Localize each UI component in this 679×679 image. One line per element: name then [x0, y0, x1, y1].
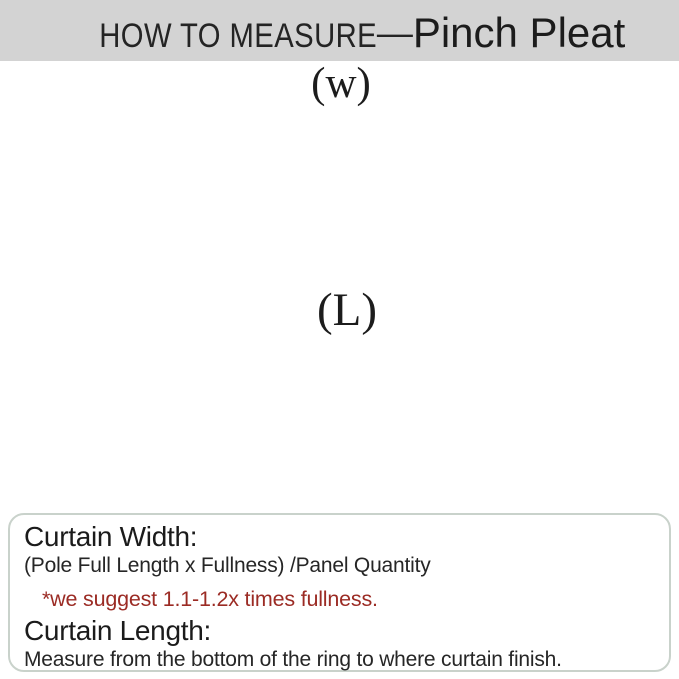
page-title-sub: Pinch Pleat — [412, 9, 626, 56]
fullness-note: *we suggest 1.1-1.2x times fullness. — [42, 586, 378, 611]
length-dimension-label: (L) — [316, 284, 378, 336]
width-dimension-label: (w) — [311, 60, 371, 107]
page-title-main: HOW TO MEASURE — [98, 17, 377, 55]
curtain-width-formula: (Pole Full Length x Fullness) /Panel Quantity — [24, 553, 431, 577]
curtain-width-heading: Curtain Width: — [24, 521, 198, 552]
instruction-box — [8, 513, 671, 672]
page-title-separator: — — [376, 12, 413, 53]
curtain-length-instruction: Measure from the bottom of the ring to where curtain finish. — [24, 648, 562, 672]
curtain-length-heading: Curtain Length: — [24, 615, 211, 647]
